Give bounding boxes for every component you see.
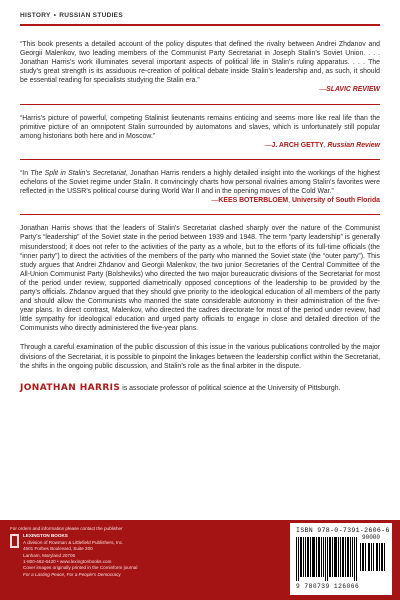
- attribution-name: KEES BOTERBLOEM: [218, 197, 289, 205]
- category-separator: •: [53, 12, 57, 19]
- publisher-info: [10, 526, 240, 578]
- book-title-italic: The Split in Stalin’s Secretariat: [30, 169, 126, 177]
- isbn-label: ISBN 978-0-7391-2606-6: [296, 527, 390, 534]
- description-paragraph-2: Through a careful examination of the public discussion of this issue in the various publications controlled by the major divisions of the Secretariat, it is possible to pinpoint the linkages between the leadership conflict within the Secretariat, the shifts in the ongoing public discussion, and Stalin’s role as the final arbiter in the dispute.: [20, 344, 380, 370]
- attribution-name: J. ARCH GETTY: [271, 141, 324, 149]
- description-paragraph-1: Jonathan Harris shows that the leaders of Stalin’s Secretariat clashed sharply over the nature of the Communist Party’s “leadership” of the Soviet state in the period between 1939 and 1948. The term “party leadership” is generally misunderstood; it does not refer to the activities of the party as a whole, but to the efforts of its full-time officials (the “inner party”) to direct the activities of the members of the party who manned the Soviet state (the “outer party”). This study argues that Andrei Zhdanov and Georgii Malenkov, the two junior Secretaries of the Central Committee of the All-Union Communist Party (Bolsheviks) who directed the two major bureaucratic divisions of the Secretariat for most of the period under review, supported diametrically opposed conceptions of the leadership to be provided by the party’s officials. Zhdanov argued that they should give priority to the ideological education of all members of the party and should allow the Communists who manned the state considerable autonomy in their administration of the five-year plans. In direct contrast, Malenkov, who directed the cadres directorate for most of the period under review, had little sympathy for ideological education and urged party officials to engage in close and detailed direction of the Communists who directly administered the five-year plans.: [20, 225, 380, 333]
- quote-text: “This book presents a detailed account of the policy disputes that defined the rivalry between Andrei Zhdanov and Georgii Malenkov, two leading members of the Communist Party Secretariat in Joseph Stalin’s Soviet Union. . . . Jonathan Harris’s work illuminates several important aspects of political life in Stalin’s ruling apparatus. . . . The study’s great strength is its assiduous re-creation of political debate inside Stalin’s leadership and, as such, it should be essential reading for specialists studying the Stalin era.”: [20, 41, 380, 85]
- attribution-publication: Russian Review: [327, 141, 380, 149]
- price-barcode: [360, 537, 386, 571]
- review-quote-1: [20, 40, 380, 95]
- author-bio-text: is associate professor of political science at the University of Pittsburgh.: [120, 384, 341, 392]
- category-history: HISTORY: [20, 12, 51, 19]
- publisher-address: [23, 533, 137, 578]
- section-divider: [20, 214, 380, 215]
- author-bio: [20, 383, 380, 393]
- category-line: [20, 12, 380, 24]
- category-russian-studies: RUSSIAN STUDIES: [59, 12, 123, 19]
- review-quote-2: [20, 114, 380, 150]
- barcode-digits: 9 780739 126066: [296, 583, 360, 590]
- address-line-2: Lanham, Maryland 20706: [23, 552, 76, 558]
- quote-attribution: [20, 85, 380, 94]
- quote-attribution: —KEES BOTERBLOEM, University of South Florida: [211, 197, 380, 205]
- quote-divider: [20, 159, 380, 160]
- publisher-contact: 1-800-462-6420 • www.lexingtonbooks.com: [23, 559, 112, 565]
- address-line-1: 4501 Forbes Boulevard, Suite 200: [23, 546, 93, 552]
- publisher-block: [10, 533, 240, 578]
- attribution-affiliation: University of South Florida: [291, 197, 380, 205]
- quote-text: [20, 169, 380, 196]
- author-name: JONATHAN HARRIS: [20, 382, 121, 393]
- publisher-division: A division of Rowman & Littlefield Publishers, Inc.: [23, 539, 124, 545]
- publisher-name: LEXINGTON BOOKS: [23, 533, 68, 539]
- publisher-logo-icon: [10, 534, 19, 548]
- attribution-dash: —: [211, 197, 219, 205]
- review-quote-3: [20, 169, 380, 205]
- barcode-panel: [290, 523, 392, 595]
- publisher-footer: [0, 520, 400, 600]
- attribution-publication: SLAVIC REVIEW: [326, 86, 380, 94]
- price-code: 90000: [362, 534, 381, 541]
- quote-attribution: —J. ARCH GETTY, Russian Review: [264, 141, 380, 149]
- isbn-barcode: [296, 537, 358, 581]
- header-rule: [20, 24, 380, 26]
- journal-title: For a Lasting Peace, For a People’s Democracy: [23, 571, 121, 577]
- main-content: [20, 40, 380, 393]
- quote-text: “Harris’s picture of powerful, competing Stalinist lieutenants remains enticing and seems more like real life than the primitive picture of an omnipotent Stalin surrounded by automatons and slaves, which is unfortunately still popular among historians both here and in Moscow.”: [20, 114, 380, 140]
- cover-credit: Cover images originally printed in the Cominform journal: [23, 565, 138, 571]
- quote-text-end: , Jonathan Harris renders a highly detailed insight into the workings of the highest echelons of the Soviet regime under Stalin. It convincingly charts how personal rivalries among Stalin’s favorites were reflected in the USSR’s political course during World War II and in the opening moves of the Cold War.”: [20, 169, 380, 196]
- attribution-dash: —: [264, 141, 272, 149]
- quote-text-start: “In: [20, 169, 31, 177]
- orders-note: For orders and information please contact the publisher: [10, 526, 123, 531]
- attribution-dash: —: [319, 86, 327, 94]
- quote-divider: [20, 104, 380, 105]
- category-header: [20, 12, 380, 26]
